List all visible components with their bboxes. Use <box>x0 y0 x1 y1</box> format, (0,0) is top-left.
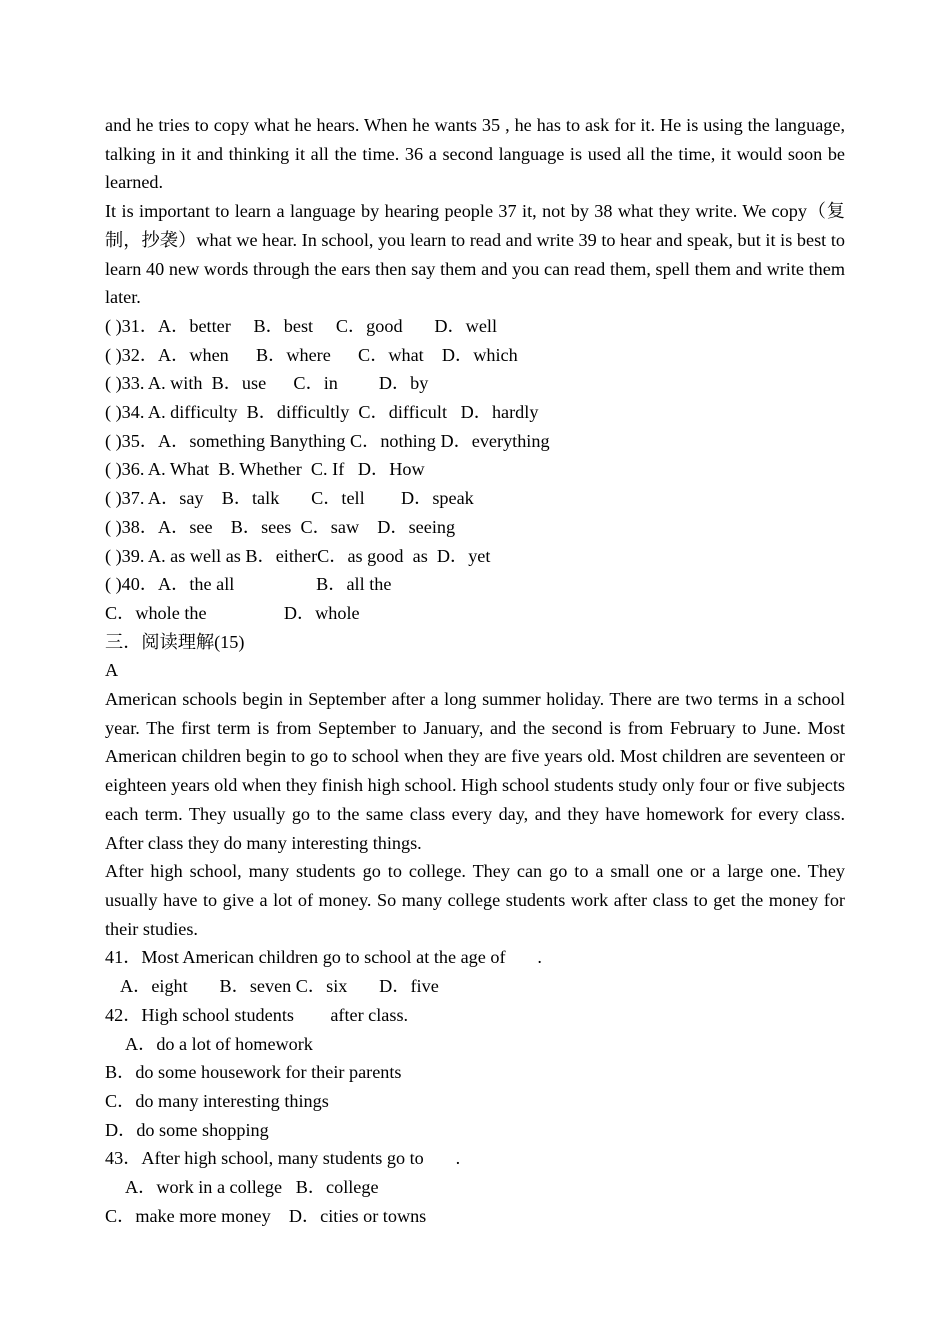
reading-question-list <box>105 943 845 1230</box>
question-42-option-b: B．do some housework for their parents <box>105 1062 402 1083</box>
cloze-question-32: ( )32．A．when B．where C．what D．which <box>105 344 518 365</box>
question-41-stem: 41．Most American children go to school at the age of . <box>105 947 542 968</box>
question-42-option-d: D．do some shopping <box>105 1119 269 1140</box>
question-42-option-a: A．do a lot of homework <box>125 1033 313 1054</box>
cloze-question-38: ( )38．A．see B．sees C．saw D．seeing <box>105 516 456 537</box>
cloze-question-37: ( )37. A．say B．talk C．tell D．speak <box>105 488 474 509</box>
question-43-options-cd: C．make more money D．cities or towns <box>105 1205 427 1226</box>
question-43-options-ab: A．work in a college B．college <box>125 1177 379 1198</box>
cloze-question-40-options-cd: C．whole the D．whole <box>105 602 360 623</box>
question-41-options: A．eight B．seven C．six D．five <box>120 976 439 997</box>
cloze-question-39: ( )39. A. as well as B．eitherC．as good as D．yet <box>105 545 491 566</box>
cloze-question-list <box>105 312 845 628</box>
reading-paragraph: American schools begin in September after a long summer holiday. There are two terms in a school year. The first term is from September to January, and the second is from February to June. Most American children begin to go to school when they are five years old. Most children are seventeen or eighteen years old when they finish high school. High school students study only four or five subjects each term. They usually go to the same class every day, and they have homework for every class. After class they do many interesting things. <box>105 689 846 853</box>
cloze-question-40: ( )40．A．the all B．all the <box>105 574 392 595</box>
passage-label: A <box>105 660 119 681</box>
cloze-question-36: ( )36. A. What B. Whether C. If D．How <box>105 459 425 480</box>
cloze-paragraph: and he tries to copy what he hears. When he wants 35 , he has to ask for it. He is using the language, talking in it and thinking it all the time. 36 a second language is used all the time, it would soon be learned. <box>105 115 845 193</box>
reading-paragraph: After high school, many students go to college. They can go to a small one or a large one. They usually have to give a lot of money. So many college students work after class to get the money for their studies. <box>105 861 845 939</box>
cloze-paragraph: It is important to learn a language by hearing people 37 it, not by 38 what they write. We copy（复制，抄袭）what we hear. In school, you learn to read and write 39 to hear and speak, but it is best to learn 40 new words through the ears then say them and you can read them, spell them and write them later. <box>105 201 845 308</box>
section-heading: 三．阅读理解(15) <box>105 631 245 652</box>
cloze-question-31: ( )31．A．better B．best C．good D．well <box>105 315 497 336</box>
document-page <box>105 111 845 1230</box>
cloze-question-33: ( )33. A. with B．use C．in D．by <box>105 373 429 394</box>
question-42-stem: 42．High school students after class. <box>105 1004 409 1025</box>
cloze-question-34: ( )34. A. difficulty B．difficultly C．difficult D．hardly <box>105 402 539 423</box>
cloze-question-35: ( )35．A．something Banything C．nothing D．everything <box>105 430 550 451</box>
question-43-stem: 43．After high school, many students go to . <box>105 1148 461 1169</box>
question-42-option-c: C．do many interesting things <box>105 1090 329 1111</box>
